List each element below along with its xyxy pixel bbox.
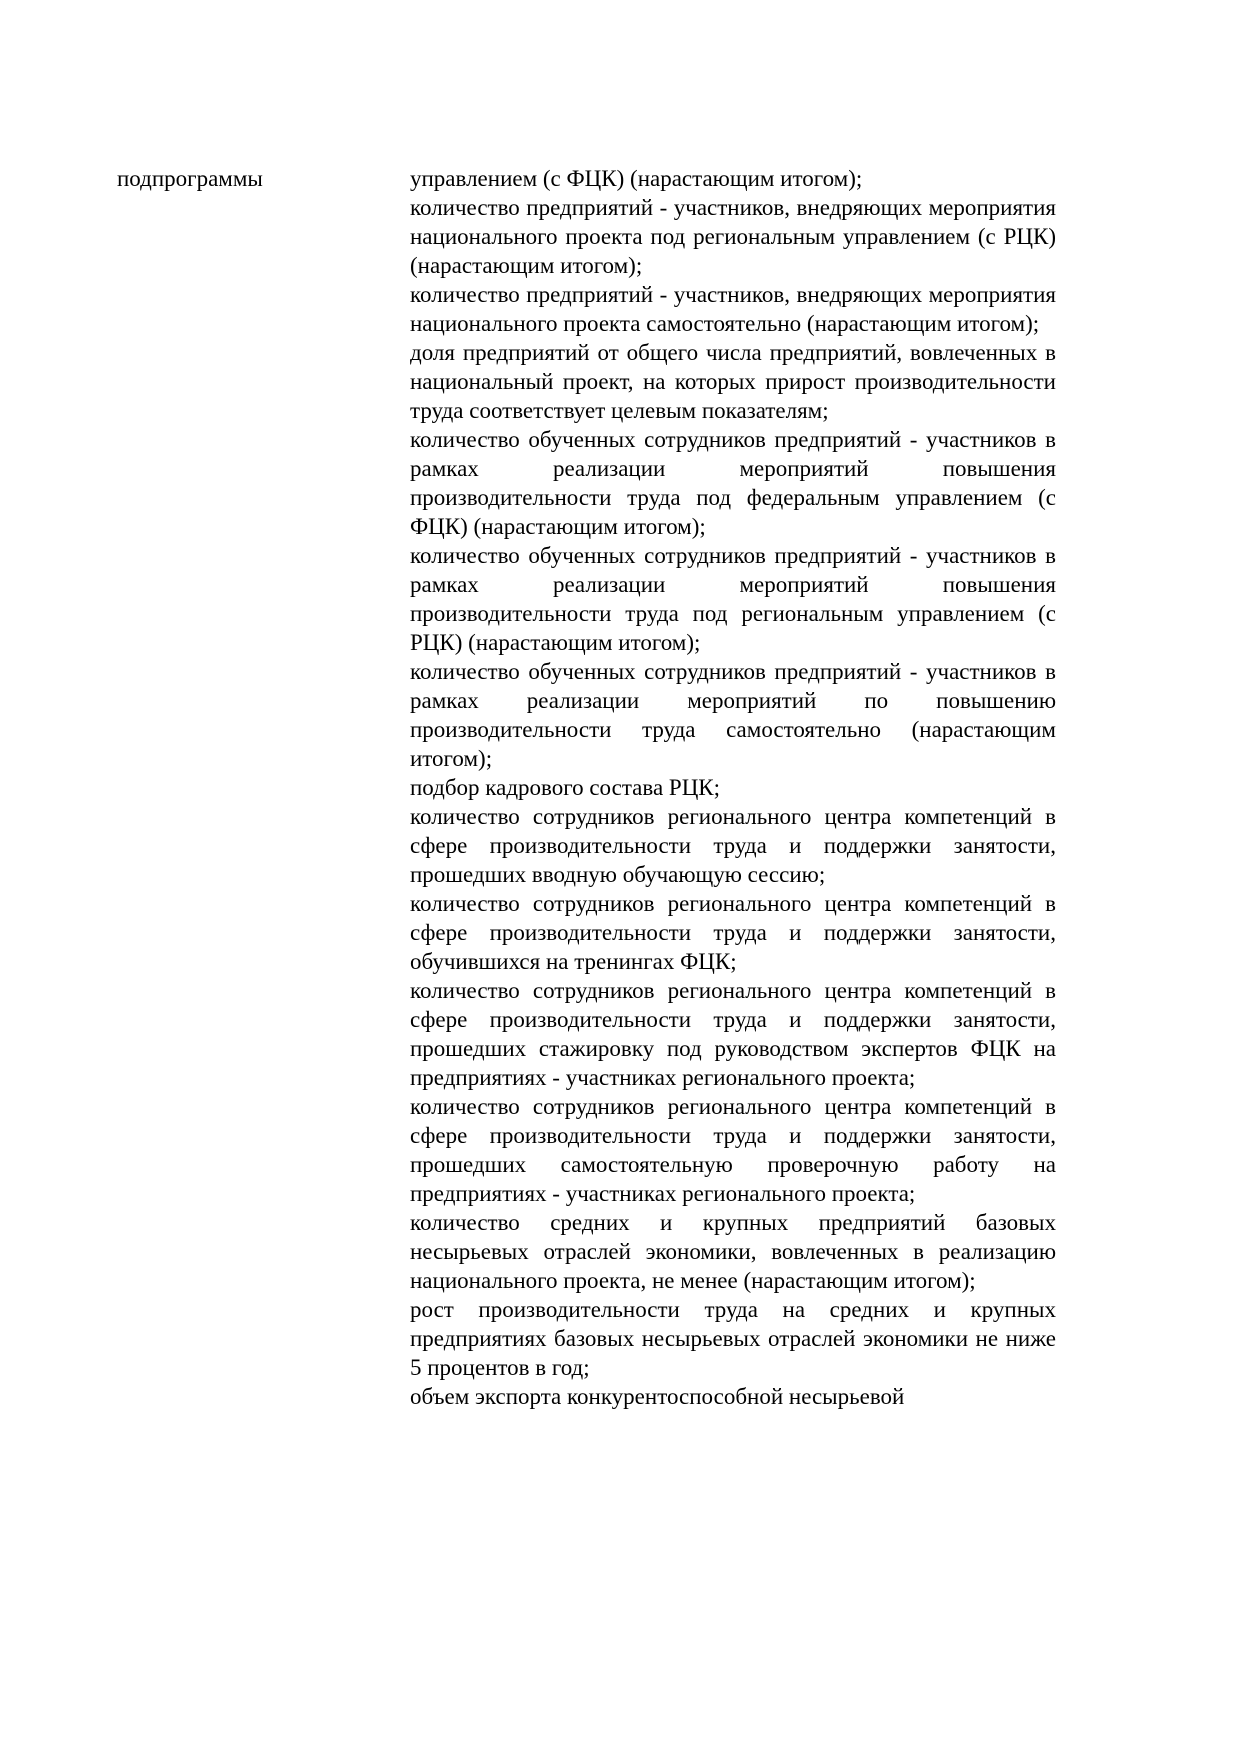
paragraph: количество обученных сотрудников предприятий - участников в рамках реализации мероприятий повышения производительности труда под федеральным управлением (с ФЦК) (нарастающим итогом); bbox=[410, 427, 1056, 539]
paragraph: количество сотрудников регионального центра компетенций в сфере производительности труда и поддержки занятости, обучившихся на тренингах ФЦК; bbox=[410, 891, 1056, 974]
paragraph: рост производительности труда на средних и крупных предприятиях базовых несырьевых отраслей экономики не ниже 5 процентов в год; bbox=[410, 1297, 1056, 1380]
paragraph: доля предприятий от общего числа предприятий, вовлеченных в национальный проект, на которых прирост производительности труда соответствует целевым показателям; bbox=[410, 340, 1056, 423]
paragraph: объем экспорта конкурентоспособной несырьевой bbox=[410, 1384, 905, 1409]
paragraph: подбор кадрового состава РЦК; bbox=[410, 775, 721, 800]
paragraph: количество сотрудников регионального центра компетенций в сфере производительности труда и поддержки занятости, прошедших стажировку под руководством экспертов ФЦК на предприятиях - участниках регионального проекта; bbox=[410, 978, 1056, 1090]
paragraph: количество обученных сотрудников предприятий - участников в рамках реализации мероприятий повышения производительности труда под региональным управлением (с РЦК) (нарастающим итогом); bbox=[410, 543, 1056, 655]
paragraph: управлением (с ФЦК) (нарастающим итогом); bbox=[410, 166, 863, 191]
paragraph: количество обученных сотрудников предприятий - участников в рамках реализации мероприятий по повышению производительности труда самостоятельно (нарастающим итогом); bbox=[410, 659, 1056, 771]
row-label-subprogram: подпрограммы bbox=[117, 166, 263, 191]
paragraph: количество средних и крупных предприятий базовых несырьевых отраслей экономики, вовлеченных в реализацию национального проекта, не менее (нарастающим итогом); bbox=[410, 1210, 1056, 1293]
paragraph: количество сотрудников регионального центра компетенций в сфере производительности труда и поддержки занятости, прошедших самостоятельную проверочную работу на предприятиях - участниках регионального проекта; bbox=[410, 1094, 1056, 1206]
paragraph: количество сотрудников регионального центра компетенций в сфере производительности труда и поддержки занятости, прошедших вводную обучающую сессию; bbox=[410, 804, 1056, 887]
paragraph: количество предприятий - участников, внедряющих мероприятия национального проекта самостоятельно (нарастающим итогом); bbox=[410, 282, 1056, 336]
indicators-text-column bbox=[410, 164, 1056, 1411]
paragraph: количество предприятий - участников, внедряющих мероприятия национального проекта под региональным управлением (с РЦК) (нарастающим итогом); bbox=[410, 195, 1056, 278]
